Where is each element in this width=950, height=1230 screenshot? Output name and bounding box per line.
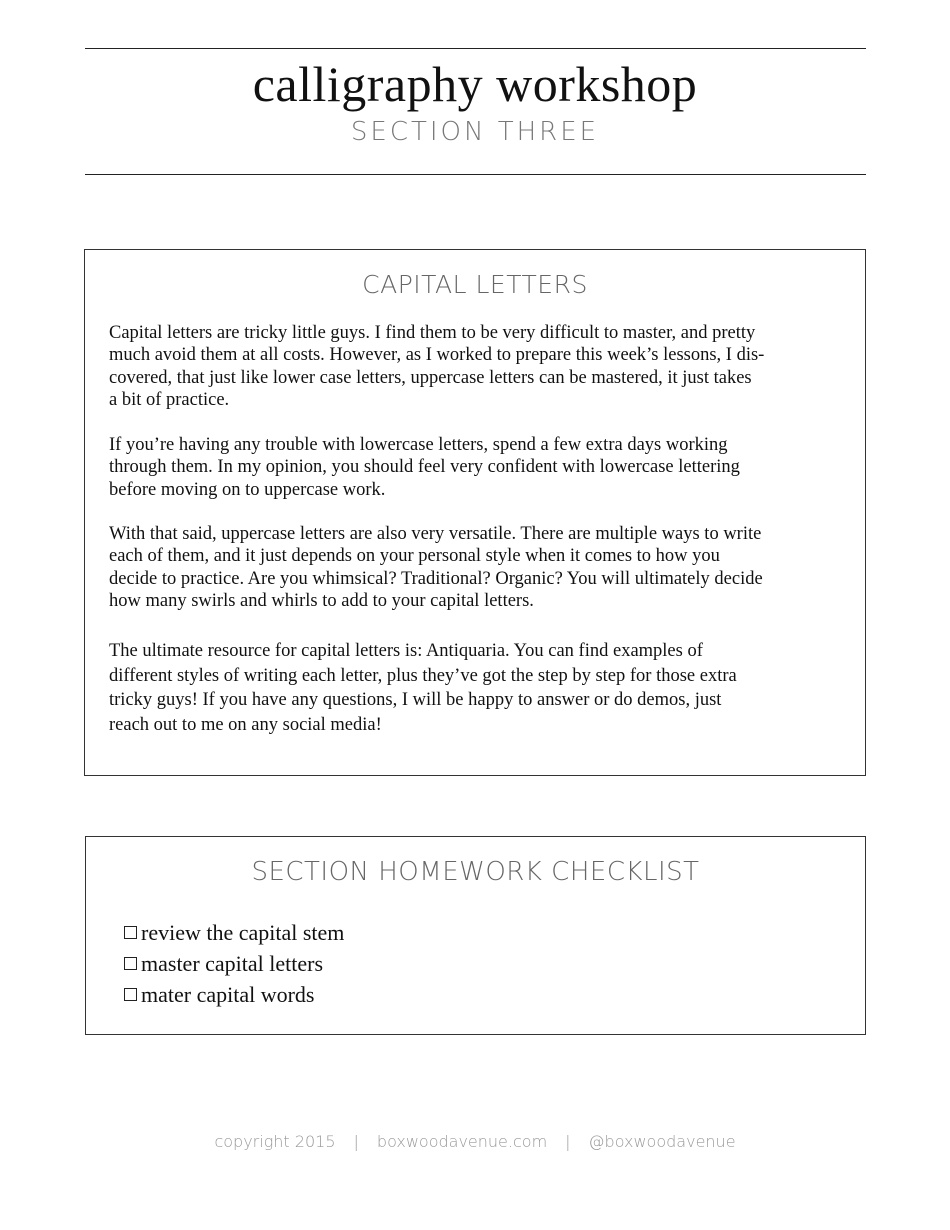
text-line: through them. In my opinion, you should feel very confident with lowercase lettering <box>109 457 740 478</box>
checklist-item[interactable] <box>124 979 344 1010</box>
checklist <box>124 917 344 1010</box>
footer-separator: | <box>353 1132 359 1151</box>
page-title: calligraphy workshop <box>252 56 698 112</box>
text-line: decide to practice. Are you whimsical? Traditional? Organic? You will ultimately decide <box>109 568 763 589</box>
text-line: tricky guys! If you have any questions, I will be happy to answer or do demos, just <box>109 690 722 710</box>
capital-letters-heading: CAPITAL LETTERS <box>362 270 588 299</box>
text-line: a bit of practice. <box>109 389 230 410</box>
header-top-rule <box>85 48 866 49</box>
checklist-item[interactable] <box>124 917 344 948</box>
footer-social-handle[interactable]: @boxwoodavenue <box>588 1132 736 1151</box>
capital-letters-box <box>84 249 866 776</box>
checkbox[interactable] <box>124 988 137 1001</box>
checklist-item[interactable] <box>124 948 344 979</box>
text-line: reach out to me on any social media! <box>109 714 382 735</box>
paragraph-1 <box>109 322 764 411</box>
footer-copyright: copyright 2015 <box>214 1132 336 1151</box>
checklist-item-label: mater capital words <box>141 982 315 1007</box>
checklist-item-label: review the capital stem <box>141 920 345 945</box>
checklist-item-label: master capital letters <box>141 951 324 976</box>
text-line: much avoid them at all costs. However, as I worked to prepare this week’s lessons, I dis- <box>109 345 765 366</box>
paragraph-2 <box>109 434 740 501</box>
checkbox[interactable] <box>124 926 137 939</box>
text-line: before moving on to uppercase work. <box>109 479 386 500</box>
text-line: different styles of writing each letter, plus they’ve got the step by step for those extra <box>109 665 737 686</box>
text-line: Capital letters are tricky little guys. I find them to be very difficult to master, and pretty <box>109 323 756 343</box>
footer <box>0 1132 950 1151</box>
footer-website-link[interactable]: boxwoodavenue.com <box>376 1132 548 1151</box>
page-subtitle: SECTION THREE <box>350 117 600 147</box>
text-line: The ultimate resource for capital letters is: Antiquaria. You can find examples of <box>109 641 703 661</box>
text-line: each of them, and it just depends on your personal style when it comes to how you <box>109 546 720 567</box>
text-line: how many swirls and whirls to add to your capital letters. <box>109 590 534 611</box>
header-bottom-rule <box>85 174 866 175</box>
checkbox[interactable] <box>124 957 137 970</box>
homework-checklist-box <box>85 836 866 1035</box>
text-line: covered, that just like lower case letters, uppercase letters can be mastered, it just takes <box>109 367 752 388</box>
text-line: With that said, uppercase letters are also very versatile. There are multiple ways to write <box>109 524 762 544</box>
paragraph-3 <box>109 523 763 612</box>
text-line: If you’re having any trouble with lowercase letters, spend a few extra days working <box>109 435 728 455</box>
homework-heading: SECTION HOMEWORK CHECKLIST <box>251 857 700 887</box>
paragraph-4 <box>109 639 737 737</box>
footer-separator: | <box>565 1132 571 1151</box>
